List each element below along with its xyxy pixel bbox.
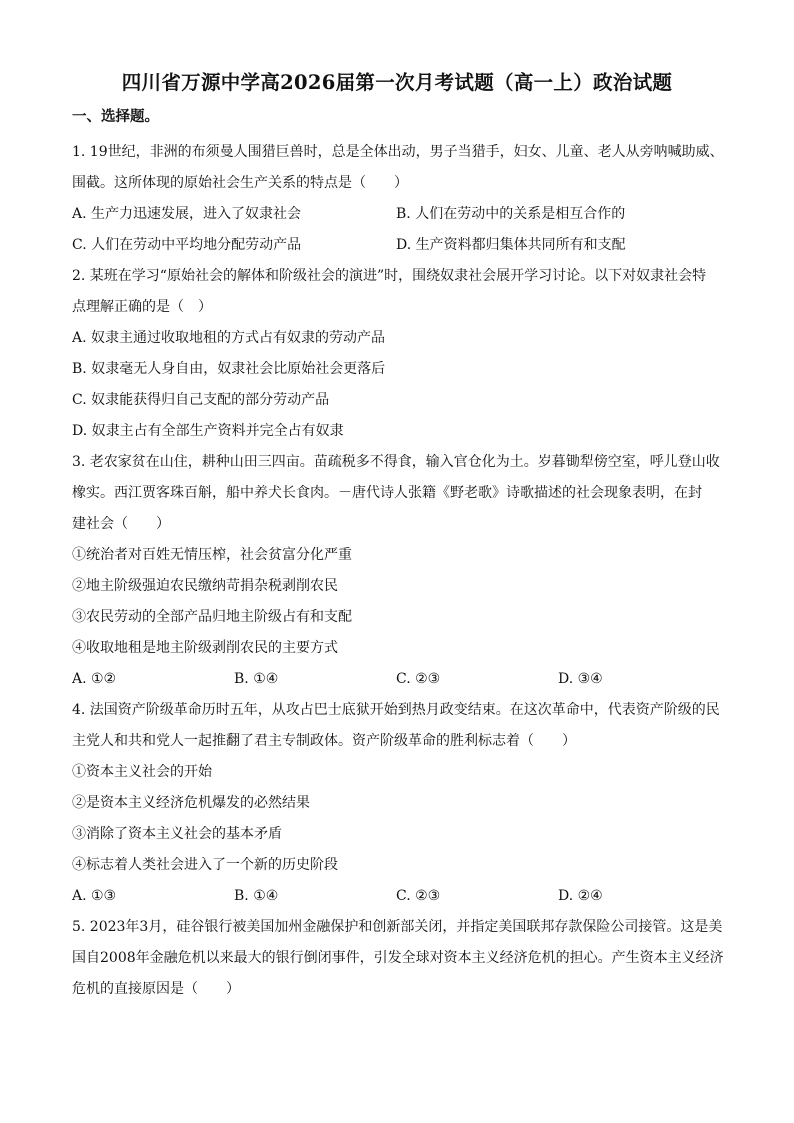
statement-item: ③消除了资本主义社会的基本矛盾: [72, 826, 282, 842]
option-b: B. ①④: [234, 671, 279, 687]
answer-options: [72, 199, 722, 261]
option-a: A. 奴隶主通过收取地租的方式占有奴隶的劳动产品: [72, 330, 386, 346]
statement-item: ④收取地租是地主阶级剥削农民的主要方式: [72, 640, 338, 656]
question-stem: 4. 法国资产阶级革命历时五年，从攻占巴士底狱开始到热月政变结束。在这次革命中，代表资产阶级的民: [72, 702, 720, 718]
option-d: D. 生产资料都归集体共同所有和支配: [396, 237, 626, 253]
question-stem: 国自2008年金融危机以来最大的银行倒闭事件，引发全球对资本主义经济危机的担心。产生资本主义经济: [72, 950, 724, 966]
page-title: 四川省万源中学高2026届第一次月考试题（高一上）政治试题: [121, 71, 673, 94]
question-stem: 2. 某班在学习“原始社会的解体和阶级社会的演进”时，围绕奴隶社会展开学习讨论。以下对奴隶社会特: [72, 268, 707, 284]
question-stem: 5. 2023年3月，硅谷银行被美国加州金融保护和创新部关闭，并指定美国联邦存款保险公司接管。这是美: [72, 919, 723, 935]
section-heading: 一、选择题。: [72, 108, 159, 125]
question-stem: 3. 老农家贫在山住，耕种山田三四亩。苗疏税多不得食，输入官仓化为土。岁暮锄犁傍空室，呼儿登山收: [72, 454, 720, 470]
option-b: B. 人们在劳动中的关系是相互合作的: [396, 206, 626, 222]
option-c: C. 奴隶能获得归自己支配的部分劳动产品: [72, 392, 330, 408]
statement-item: ④标志着人类社会进入了一个新的历史阶段: [72, 857, 338, 873]
option-d: D. ③④: [558, 671, 603, 687]
question-stem: 1. 19世纪，非洲的布须曼人围猎巨兽时，总是全体出动，男子当猎手，妇女、儿童、老人从旁呐喊助威、: [72, 144, 724, 160]
statement-item: ①资本主义社会的开始: [72, 764, 212, 780]
question-5: [72, 912, 722, 1005]
option-b: B. 奴隶毫无人身自由，奴隶社会比原始社会更落后: [72, 361, 386, 377]
option-c: C. 人们在劳动中平均地分配劳动产品: [72, 237, 302, 253]
option-a: A. ①③: [72, 888, 117, 904]
question-stem: 围截。这所体现的原始社会生产关系的特点是（ ）: [72, 175, 408, 191]
option-d: D. ②④: [558, 888, 603, 904]
statement-item: ③农民劳动的全部产品归地主阶级占有和支配: [72, 609, 352, 625]
option-c: C. ②③: [396, 671, 441, 687]
question-4: [72, 695, 722, 912]
question-stem: 点理解正确的是（ ）: [72, 299, 212, 315]
answer-options: [72, 664, 722, 695]
option-a: A. ①②: [72, 671, 117, 687]
question-stem: 主党人和共和党人一起推翻了君主专制政体。资产阶级革命的胜利标志着（ ）: [72, 733, 576, 749]
option-b: B. ①④: [234, 888, 279, 904]
question-stem: 橡实。西江贾客珠百斛，船中养犬长食肉。－唐代诗人张籍《野老歌》诗歌描述的社会现象表明，在封: [72, 485, 702, 501]
statement-item: ②是资本主义经济危机爆发的必然结果: [72, 795, 310, 811]
option-c: C. ②③: [396, 888, 441, 904]
answer-options: [72, 881, 722, 912]
option-d: D. 奴隶主占有全部生产资料并完全占有奴隶: [72, 423, 344, 439]
statement-item: ②地主阶级强迫农民缴纳苛捐杂税剥削农民: [72, 578, 338, 594]
question-stem: 建社会（ ）: [72, 516, 170, 532]
question-stem: 危机的直接原因是（ ）: [72, 981, 240, 997]
option-a: A. 生产力迅速发展，进入了奴隶社会: [72, 206, 302, 222]
question-2: [72, 261, 722, 447]
question-3: [72, 447, 722, 695]
question-1: [72, 137, 722, 261]
statement-item: ①统治者对百姓无情压榨，社会贫富分化严重: [72, 547, 352, 563]
